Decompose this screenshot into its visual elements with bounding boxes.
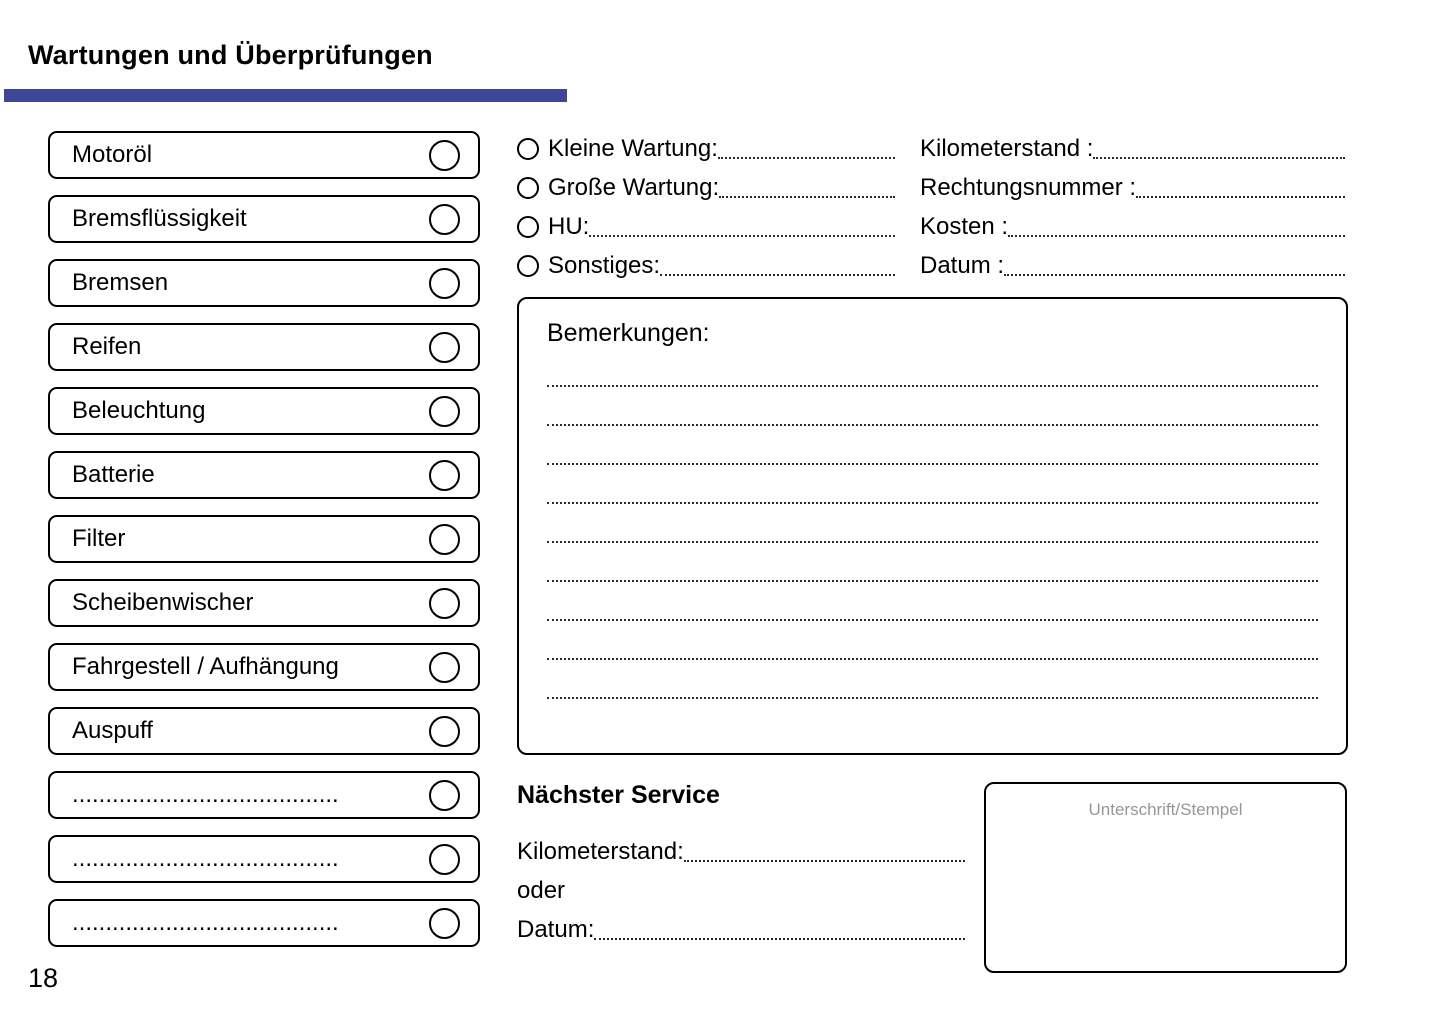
checklist-item-blank-1: [48, 771, 480, 819]
next-service-title: Nächster Service: [517, 781, 720, 809]
remark-line[interactable]: [547, 541, 1318, 543]
next-service-kilometerstand-row: [517, 832, 965, 871]
signature-label: Unterschrift/Stempel: [1088, 800, 1243, 819]
next-service-datum-label: Datum:: [517, 915, 595, 943]
remark-line[interactable]: [547, 619, 1318, 621]
check-circle[interactable]: [429, 780, 460, 811]
sonstiges-fill-line[interactable]: [660, 274, 895, 276]
check-circle[interactable]: [429, 396, 460, 427]
kleine-wartung-fill-line[interactable]: [718, 157, 895, 159]
service-type-column: [517, 129, 895, 285]
remark-line[interactable]: [547, 658, 1318, 660]
checklist-item-label: Fahrgestell / Aufhängung: [72, 653, 339, 680]
check-circle[interactable]: [429, 588, 460, 619]
checklist-item-blank-label[interactable]: ........................................: [72, 781, 339, 808]
service-type-row-sonstiges: [517, 246, 895, 285]
checklist-item-beleuchtung: [48, 387, 480, 435]
remark-line[interactable]: [547, 385, 1318, 387]
checklist-item-label: Motoröl: [72, 141, 153, 168]
kilometerstand-fill-line[interactable]: [1093, 157, 1345, 159]
checklist-item-blank-3: [48, 899, 480, 947]
checklist-item-label: Scheibenwischer: [72, 589, 254, 616]
service-type-row-hu: [517, 207, 895, 246]
detail-label: Kosten :: [920, 212, 1009, 240]
checklist-item-batterie: [48, 451, 480, 499]
grosse-wartung-fill-line[interactable]: [719, 196, 895, 198]
hu-fill-line[interactable]: [589, 235, 895, 237]
radio-sonstiges[interactable]: [517, 255, 539, 277]
checklist-item-label: Beleuchtung: [72, 397, 206, 424]
remarks-box: [517, 297, 1348, 755]
remark-line[interactable]: [547, 580, 1318, 582]
checklist: [48, 131, 480, 963]
checklist-item-bremsen: [48, 259, 480, 307]
page-number: 18: [28, 963, 59, 993]
datum-fill-line[interactable]: [1004, 274, 1345, 276]
service-type-label: HU:: [548, 212, 590, 240]
remarks-title: Bemerkungen:: [547, 319, 710, 347]
detail-label: Datum :: [920, 251, 1005, 279]
detail-label: Kilometerstand :: [920, 134, 1094, 162]
checklist-item-label: Filter: [72, 525, 126, 552]
service-type-label: Kleine Wartung:: [548, 134, 718, 162]
next-service-datum-row: [517, 910, 965, 949]
checklist-item-auspuff: [48, 707, 480, 755]
remark-line[interactable]: [547, 463, 1318, 465]
checklist-item-label: Bremsflüssigkeit: [72, 205, 247, 232]
remarks-lines: [547, 385, 1318, 699]
checklist-item-blank-label[interactable]: ........................................: [72, 845, 339, 872]
kosten-fill-line[interactable]: [1008, 235, 1345, 237]
detail-row-datum: [920, 246, 1345, 285]
service-details-column: [920, 129, 1345, 285]
next-service-kilometerstand-fill-line[interactable]: [684, 860, 965, 862]
page-title: Wartungen und Überprüfungen: [28, 40, 433, 70]
service-header-form: [517, 129, 1345, 285]
detail-row-rechnungsnummer: [920, 168, 1345, 207]
detail-label: Rechtungsnummer :: [920, 173, 1137, 201]
signature-box[interactable]: [984, 782, 1347, 973]
radio-grosse-wartung[interactable]: [517, 177, 539, 199]
detail-row-kilometerstand: [920, 129, 1345, 168]
checklist-item-motoroel: [48, 131, 480, 179]
remark-line[interactable]: [547, 697, 1318, 699]
next-service-section: [517, 781, 965, 949]
checklist-item-label: Auspuff: [72, 717, 153, 744]
remark-line[interactable]: [547, 502, 1318, 504]
radio-hu[interactable]: [517, 216, 539, 238]
next-service-datum-fill-line[interactable]: [594, 938, 965, 940]
check-circle[interactable]: [429, 332, 460, 363]
check-circle[interactable]: [429, 716, 460, 747]
checklist-item-scheibenwischer: [48, 579, 480, 627]
check-circle[interactable]: [429, 908, 460, 939]
service-type-label: Große Wartung:: [548, 173, 720, 201]
check-circle[interactable]: [429, 460, 460, 491]
checklist-item-blank-label[interactable]: ........................................: [72, 909, 339, 936]
checklist-item-fahrgestell: [48, 643, 480, 691]
check-circle[interactable]: [429, 140, 460, 171]
checklist-item-blank-2: [48, 835, 480, 883]
check-circle[interactable]: [429, 204, 460, 235]
check-circle[interactable]: [429, 652, 460, 683]
check-circle[interactable]: [429, 268, 460, 299]
accent-bar: [4, 89, 567, 102]
service-type-row-grosse-wartung: [517, 168, 895, 207]
rechnungsnummer-fill-line[interactable]: [1136, 196, 1345, 198]
next-service-or-label: oder: [517, 876, 566, 904]
remark-line[interactable]: [547, 424, 1318, 426]
checklist-item-reifen: [48, 323, 480, 371]
service-type-label: Sonstiges:: [548, 251, 661, 279]
check-circle[interactable]: [429, 524, 460, 555]
checklist-item-label: Bremsen: [72, 269, 169, 296]
radio-kleine-wartung[interactable]: [517, 138, 539, 160]
checklist-item-bremsfluessigkeit: [48, 195, 480, 243]
detail-row-kosten: [920, 207, 1345, 246]
next-service-kilometerstand-label: Kilometerstand:: [517, 837, 684, 865]
checklist-item-filter: [48, 515, 480, 563]
checklist-item-label: Batterie: [72, 461, 155, 488]
check-circle[interactable]: [429, 844, 460, 875]
service-type-row-kleine-wartung: [517, 129, 895, 168]
checklist-item-label: Reifen: [72, 333, 142, 360]
